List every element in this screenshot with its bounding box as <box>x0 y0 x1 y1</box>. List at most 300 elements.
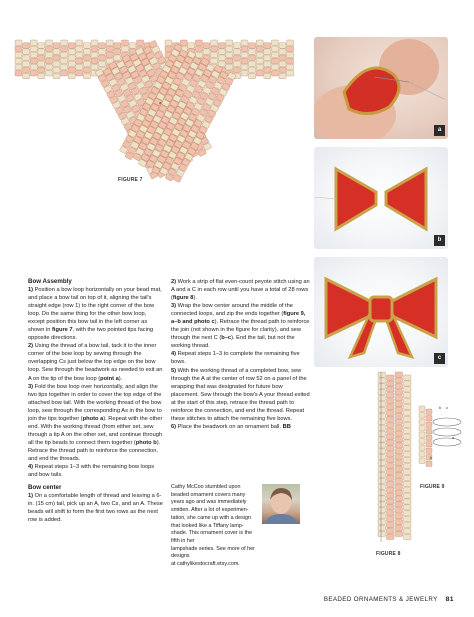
bead <box>404 381 412 386</box>
bead <box>419 413 425 419</box>
bead <box>256 58 263 64</box>
bead <box>61 58 68 64</box>
step-number: 3) <box>28 383 35 390</box>
bold-reference: photo a <box>82 415 104 422</box>
bead <box>249 55 256 61</box>
bead <box>38 67 45 73</box>
bead <box>395 484 403 489</box>
page-number: 81 <box>445 596 454 603</box>
bead <box>387 458 395 463</box>
bead <box>404 458 412 463</box>
bead <box>15 52 22 58</box>
bead <box>165 46 172 52</box>
bead <box>30 40 37 46</box>
bead <box>45 58 52 64</box>
bead <box>137 40 144 46</box>
instruction-step: 4) Repeat steps 1–3 with the remaining bow loops and bow tails. <box>28 464 155 479</box>
bead <box>378 508 386 513</box>
bead <box>395 413 403 418</box>
step-number: 4) <box>28 464 35 471</box>
section-heading: Bow center <box>28 484 62 492</box>
bead <box>395 378 403 383</box>
bead <box>279 73 286 79</box>
bead <box>426 416 432 422</box>
bead <box>61 64 68 70</box>
photo-b <box>314 147 448 249</box>
bead <box>233 49 240 55</box>
photo-b-letter: b <box>434 235 445 246</box>
bead <box>30 64 37 70</box>
bead <box>53 55 60 61</box>
bead <box>226 58 233 64</box>
bead <box>378 484 386 489</box>
bead <box>114 49 121 55</box>
bead <box>23 55 30 61</box>
bead <box>387 505 395 510</box>
bead <box>241 52 248 58</box>
bead <box>387 499 395 504</box>
bead <box>83 49 90 55</box>
bead <box>76 40 83 46</box>
bead <box>279 49 286 55</box>
bead <box>378 478 386 483</box>
bead <box>378 390 386 395</box>
bead <box>91 46 98 52</box>
bold-reference: b–c <box>221 335 232 342</box>
bead <box>404 410 412 415</box>
bead <box>404 375 412 380</box>
bio-line: tation, she came up with a design <box>171 514 252 521</box>
bead <box>106 40 113 46</box>
bead <box>256 71 263 77</box>
bead <box>387 528 395 533</box>
bead <box>218 55 225 61</box>
bead <box>15 71 22 77</box>
bead <box>279 61 286 67</box>
bead <box>45 64 52 70</box>
step-number: 2) <box>171 279 178 285</box>
bead <box>233 61 240 67</box>
bead <box>378 378 386 383</box>
bead <box>387 410 395 415</box>
bead <box>226 46 233 52</box>
bead <box>45 40 52 46</box>
bead <box>203 43 210 49</box>
bead <box>395 514 403 519</box>
bead <box>387 387 395 392</box>
bead <box>61 40 68 46</box>
bead <box>287 71 294 77</box>
bead <box>180 40 187 46</box>
bead <box>53 49 60 55</box>
bead <box>38 61 45 67</box>
bead <box>68 49 75 55</box>
bead <box>419 445 425 451</box>
bead <box>249 49 256 55</box>
bead <box>426 442 432 448</box>
bead <box>76 64 83 70</box>
instruction-step: 4) Repeat steps 1–3 to complete the remaining five bows. <box>171 351 300 366</box>
step-number: 3) <box>171 303 178 310</box>
bead <box>404 469 412 474</box>
bead <box>106 52 113 58</box>
bead <box>378 496 386 501</box>
bead <box>419 439 425 445</box>
bead <box>38 55 45 61</box>
bead <box>271 58 278 64</box>
bead <box>387 475 395 480</box>
bead <box>387 428 395 433</box>
bead <box>195 40 202 46</box>
bead <box>404 440 412 445</box>
bead <box>378 490 386 495</box>
bead <box>53 43 60 49</box>
bead <box>264 67 271 73</box>
bead <box>378 520 386 525</box>
bead <box>76 46 83 52</box>
bead <box>395 372 403 377</box>
bead <box>68 73 75 79</box>
bead <box>395 466 403 471</box>
step-number: 4) <box>171 351 178 358</box>
instruction-step: 1) Position a bow loop horizontally on your bead mat, and place a bow tail on top of it, aligning the tail's straight edge (row 1) to the right corner of the bow loop. Do the same thing for the other bow loop, except position this bow tail in the left corner as shown in figure 7, with the two pointed tips facing opposite directions. <box>28 287 162 342</box>
bead <box>68 55 75 61</box>
bead <box>378 407 386 412</box>
bead <box>38 49 45 55</box>
bead <box>233 67 240 73</box>
bead <box>395 419 403 424</box>
bead <box>387 440 395 445</box>
bead <box>15 40 22 46</box>
bio-line: smitten. After a lot of experimen- <box>171 507 249 514</box>
bead <box>395 472 403 477</box>
bead <box>395 425 403 430</box>
bead <box>419 406 425 412</box>
step-number: 5) <box>171 367 178 374</box>
bead <box>99 55 106 61</box>
bead <box>23 61 30 67</box>
bead <box>256 40 263 46</box>
bead <box>99 43 106 49</box>
bead <box>378 425 386 430</box>
bead <box>378 437 386 442</box>
bio-line: Cathy McCoo stumbled upon <box>171 484 241 490</box>
instruction-step: 2) Work a strip of flat even-count peyote stitch using an A and a C in each row until you have a total of 28 rows (figure 8). <box>171 279 310 302</box>
bio-line: at cathylikestocraft.etsy.com. <box>171 561 240 568</box>
bead <box>91 40 98 46</box>
step-number: 6) <box>171 423 178 430</box>
figure-8-diagram <box>376 370 414 548</box>
bead <box>83 55 90 61</box>
bead <box>15 46 22 52</box>
bold-reference: figure 7 <box>52 327 73 334</box>
bead <box>387 452 395 457</box>
bead <box>121 46 128 52</box>
photo-c-letter: c <box>434 353 445 364</box>
bead <box>378 419 386 424</box>
figure-9-label: FIGURE 9 <box>420 484 445 490</box>
bead <box>83 61 90 67</box>
author-photo <box>262 484 300 524</box>
bead <box>387 469 395 474</box>
bead <box>426 422 432 428</box>
bead <box>404 405 412 410</box>
bead <box>387 375 395 380</box>
bead <box>256 52 263 58</box>
bead <box>241 64 248 70</box>
bead <box>264 73 271 79</box>
bead <box>404 422 412 427</box>
bead <box>387 393 395 398</box>
bead <box>99 61 106 67</box>
bead <box>15 58 22 64</box>
photo-a <box>314 37 448 139</box>
instruction-step: 5) With the working thread of a completed bow, sew through the A at the center of row 52 on a panel of the wrapping that was designated for future bow placement. Sew through the bow's A your thread exited at the start of this step, retrace the thread path to reinforce the connection, and end the thread. Repeat these stitches to attach the remaining five bows. <box>171 367 310 422</box>
bead <box>53 61 60 67</box>
figure-7-diagram <box>0 0 310 250</box>
bead <box>30 58 37 64</box>
thread-loop <box>433 418 461 426</box>
figure-9-point-b2: b <box>430 455 433 460</box>
bead <box>395 531 403 536</box>
bead <box>404 416 412 421</box>
bead <box>378 372 386 377</box>
bio-line: years ago and was immediately <box>171 499 247 506</box>
bead <box>91 64 98 70</box>
bead <box>129 49 136 55</box>
bead <box>249 43 256 49</box>
bead <box>271 64 278 70</box>
bead <box>211 52 218 58</box>
section-heading: Bow Assembly <box>28 278 72 285</box>
bead <box>30 46 37 52</box>
bead <box>395 396 403 401</box>
bead <box>106 46 113 52</box>
bead <box>404 387 412 392</box>
bead <box>121 40 128 46</box>
photo-b-image <box>314 147 448 249</box>
bead <box>404 534 412 539</box>
bead <box>378 466 386 471</box>
bead <box>279 55 286 61</box>
bead <box>271 40 278 46</box>
bead <box>419 426 425 432</box>
bio-line: beaded ornament covers many <box>171 491 246 498</box>
bead <box>15 64 22 70</box>
bead <box>218 49 225 55</box>
figure-9-diagram <box>417 400 469 470</box>
bead <box>426 461 432 467</box>
bead <box>279 43 286 49</box>
bead <box>387 405 395 410</box>
bead <box>226 40 233 46</box>
bead <box>287 58 294 64</box>
bead <box>387 416 395 421</box>
bead <box>61 52 68 58</box>
bead <box>404 511 412 516</box>
figure-9-point-c: c <box>446 405 448 410</box>
bead <box>395 390 403 395</box>
bead <box>30 52 37 58</box>
publication-title: BEADED ORNAMENTS & JEWELRY <box>323 596 438 603</box>
bead <box>387 534 395 539</box>
bead <box>387 381 395 386</box>
author-bio <box>171 484 261 569</box>
bead <box>404 499 412 504</box>
bead <box>387 464 395 469</box>
bold-reference: point a <box>100 375 119 382</box>
bead <box>378 525 386 530</box>
bead <box>23 73 30 79</box>
bead <box>271 52 278 58</box>
bead <box>241 58 248 64</box>
bead <box>114 55 121 61</box>
bead <box>271 71 278 77</box>
bead <box>38 43 45 49</box>
bead <box>38 73 45 79</box>
bead <box>378 443 386 448</box>
bead <box>287 64 294 70</box>
bead <box>45 52 52 58</box>
bead <box>378 413 386 418</box>
bead <box>419 419 425 425</box>
bead <box>404 399 412 404</box>
bead <box>404 493 412 498</box>
bead <box>287 40 294 46</box>
bead <box>378 472 386 477</box>
bead <box>387 422 395 427</box>
bead <box>395 431 403 436</box>
figure-7-point-a: a <box>159 100 162 105</box>
bead <box>426 435 432 441</box>
bead <box>395 407 403 412</box>
instruction-step: 6) Place the beadwork on an ornament ball. BB <box>171 423 291 430</box>
bead <box>404 523 412 528</box>
bead <box>211 58 218 64</box>
bold-reference: BB <box>282 423 291 430</box>
photo-a-image <box>314 37 448 139</box>
bead <box>256 46 263 52</box>
bead <box>211 40 218 46</box>
bead <box>378 461 386 466</box>
bead <box>83 73 90 79</box>
bead <box>404 452 412 457</box>
bead <box>45 46 52 52</box>
figure-9-point-b: b <box>439 405 442 410</box>
step-number: 1) <box>28 493 35 500</box>
bead <box>387 511 395 516</box>
bead <box>61 46 68 52</box>
bead <box>218 43 225 49</box>
step-number: 1) <box>28 287 35 293</box>
bead <box>233 55 240 61</box>
bead <box>23 43 30 49</box>
bead <box>264 43 271 49</box>
bead <box>395 461 403 466</box>
bead <box>91 58 98 64</box>
bead <box>395 490 403 495</box>
step-number: 2) <box>28 343 35 350</box>
bead <box>91 52 98 58</box>
bead <box>226 64 233 70</box>
bead <box>287 52 294 58</box>
bead <box>68 43 75 49</box>
bead <box>426 429 432 435</box>
bead <box>395 508 403 513</box>
bead <box>287 46 294 52</box>
bead <box>404 487 412 492</box>
bead <box>404 434 412 439</box>
bead <box>404 528 412 533</box>
bead <box>76 58 83 64</box>
thread-loop <box>433 428 461 436</box>
bead <box>404 505 412 510</box>
bead <box>404 481 412 486</box>
bead <box>387 399 395 404</box>
bead <box>23 67 30 73</box>
bead <box>83 67 90 73</box>
bead <box>395 520 403 525</box>
figure-7-label: FIGURE 7 <box>118 177 143 183</box>
page-footer <box>324 596 454 603</box>
bead <box>404 475 412 480</box>
instruction-step: 1) On a comfortable length of thread and leaving a 6-in. (15 cm) tail, pick up an A, two Cs, and an A. These beads will shift to form the first two rows as the next row is added. <box>28 493 163 524</box>
bead <box>256 64 263 70</box>
bead <box>264 49 271 55</box>
bead <box>419 458 425 464</box>
bead <box>395 443 403 448</box>
bead <box>378 531 386 536</box>
bead <box>241 46 248 52</box>
bead <box>387 493 395 498</box>
bead <box>378 502 386 507</box>
bold-reference: figure 9, a–b and photo c <box>171 311 306 326</box>
bead <box>378 384 386 389</box>
bead <box>264 55 271 61</box>
bead <box>378 396 386 401</box>
bead <box>188 43 195 49</box>
bead <box>378 449 386 454</box>
bead <box>249 67 256 73</box>
bead <box>395 449 403 454</box>
bead <box>426 448 432 454</box>
bead <box>129 43 136 49</box>
bead <box>83 43 90 49</box>
bead <box>241 71 248 77</box>
bead <box>395 437 403 442</box>
bead <box>404 446 412 451</box>
bead <box>395 455 403 460</box>
bead <box>387 487 395 492</box>
bead <box>419 452 425 458</box>
bold-reference: photo b <box>135 439 157 446</box>
bead <box>387 434 395 439</box>
bead <box>378 431 386 436</box>
bead <box>114 43 121 49</box>
bead <box>387 517 395 522</box>
instruction-step: 2) Using the thread of a bow tail, tack it to the inner corner of the bow loop by sewing through the overlapping Cs just below the top edge on the bow loop. Sew through the beadwork as needed to exit an A on the tip of the bow loop (point a). <box>28 343 163 382</box>
bead <box>195 52 202 58</box>
bead <box>233 43 240 49</box>
bead <box>195 46 202 52</box>
bead <box>395 525 403 530</box>
bead <box>404 428 412 433</box>
bead <box>378 455 386 460</box>
bead <box>76 52 83 58</box>
bead <box>404 393 412 398</box>
text-column-1 <box>28 278 163 524</box>
bead <box>211 46 218 52</box>
